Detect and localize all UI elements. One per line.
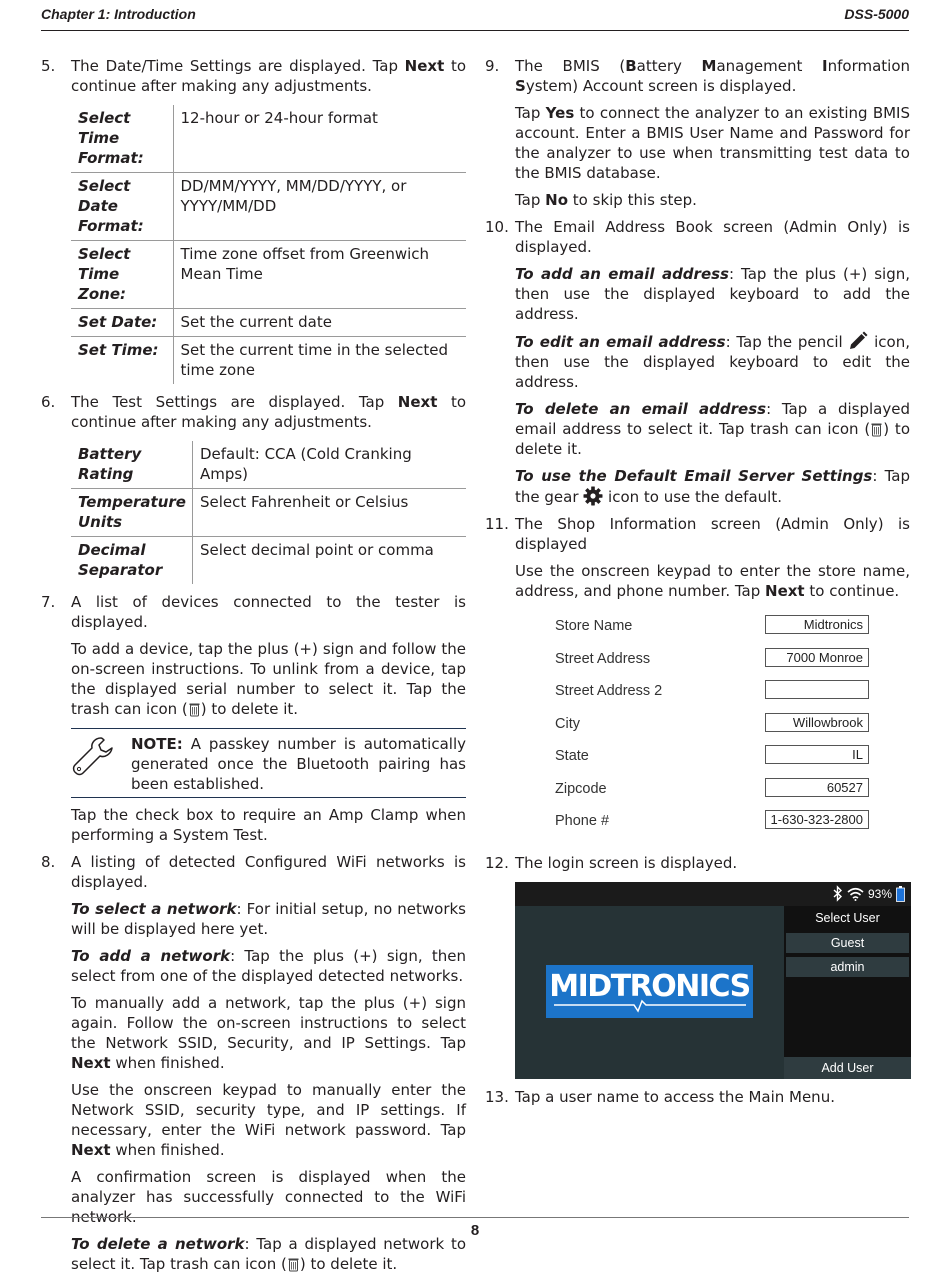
zipcode-field[interactable]: 60527 — [765, 778, 869, 797]
step-9 — [485, 56, 910, 210]
step-number: 6. — [41, 393, 56, 411]
form-row-street-address: Street Address 7000 Monroe — [555, 646, 869, 679]
step-number: 11. — [485, 515, 509, 533]
step-10 — [485, 217, 910, 507]
form-row-zipcode: Zipcode 60527 — [555, 776, 869, 809]
midtronics-logo: MIDTRONICS — [546, 965, 753, 1018]
chapter-title: Chapter 1: Introduction — [41, 6, 196, 22]
step-11 — [485, 514, 910, 841]
status-bar — [515, 882, 911, 906]
step-5 — [41, 56, 466, 384]
table-row: Select Time Format: 12-hour or 24-hour format — [71, 105, 466, 173]
edit-email-text: To edit an email address: Tap the pencil icon, then use the displayed keyboard to edit the address. — [515, 333, 910, 391]
step-number: 9. — [485, 57, 500, 75]
note-text: NOTE: A passkey number is automatically generated once the Bluetooth pairing has been established. — [131, 735, 466, 793]
table-row: Battery Rating Default: CCA (Cold Cranking Amps) — [71, 441, 466, 489]
add-network-text: To add a network: Tap the plus (+) sign, then select from one of the displayed detected networks. — [71, 947, 466, 985]
add-email-text: To add an email address: Tap the plus (+) sign, then use the displayed keyboard to add the address. — [515, 265, 911, 323]
bmis-yes-text: Tap Yes to connect the analyzer to an existing BMIS account. Enter a BMIS User Name and Password for the analyzer to use when transmitting test data to the BMIS database. — [515, 104, 910, 182]
table-row: Select Date Format: DD/MM/YYYY, MM/DD/YYYY, or YYYY/MM/DD — [71, 173, 466, 241]
left-column — [41, 56, 466, 1281]
step-number: 5. — [41, 57, 56, 75]
form-row-phone: Phone # 1-630-323-2800 — [555, 808, 869, 841]
footer-divider — [41, 1217, 909, 1218]
step-number: 13. — [485, 1087, 509, 1106]
step-text: A list of devices connected to the tester is displayed. — [71, 593, 466, 631]
step-text: The BMIS (Battery Management Information System) Account screen is displayed. — [515, 57, 911, 95]
shop-info-form — [555, 613, 869, 841]
step-number: 12. — [485, 853, 509, 872]
shop-info-text: Use the onscreen keypad to enter the store name, address, and phone number. Tap Next to continue. — [515, 562, 910, 600]
pencil-icon — [848, 331, 868, 351]
amp-clamp-text: Tap the check box to require an Amp Clamp when performing a System Test. — [71, 806, 466, 844]
gear-icon — [583, 486, 603, 506]
page-header — [41, 2, 909, 31]
table-row: Select Time Zone: Time zone offset from Greenwich Mean Time — [71, 241, 466, 309]
right-column — [485, 56, 910, 1114]
street-address-field[interactable]: 7000 Monroe — [765, 648, 869, 667]
trash-icon — [189, 702, 200, 717]
table-row: Decimal Separator Select decimal point or comma — [71, 537, 466, 585]
form-row-city: City Willowbrook — [555, 711, 869, 744]
user-panel — [784, 906, 911, 1079]
confirmation-text: A confirmation screen is displayed when the analyzer has successfully connected to the WiFi network. — [71, 1168, 466, 1226]
datetime-settings-table — [71, 105, 466, 384]
step-text: The Shop Information screen (Admin Only) is displayed — [515, 515, 910, 553]
bluetooth-icon — [833, 886, 843, 901]
trash-icon — [871, 422, 882, 437]
wrench-icon — [71, 735, 115, 779]
step-text: The Test Settings are displayed. Tap Next to continue after making any adjustments. — [71, 393, 467, 431]
delete-email-text: To delete an email address: Tap a displayed email address to select it. Tap trash can icon ( ) to delete it. — [515, 400, 910, 458]
table-row: Temperature Units Select Fahrenheit or Celsius — [71, 489, 466, 537]
wifi-icon — [847, 887, 864, 901]
step-13 — [485, 1087, 910, 1107]
manual-add-text: To manually add a network, tap the plus (+) sign again. Follow the on-screen instructions to select the Network SSID, Security, and IP Settings. Tap Next when finished. — [71, 994, 466, 1072]
logo-pulse-line — [554, 1001, 746, 1013]
bmis-no-text: Tap No to skip this step. — [515, 191, 697, 209]
login-screen — [515, 882, 911, 1079]
page-number: 8 — [470, 1222, 480, 1239]
state-field[interactable]: IL — [765, 745, 869, 764]
battery-icon — [896, 886, 905, 902]
default-email-text: To use the Default Email Server Settings: Tap the gear icon to use the default. — [515, 467, 910, 506]
select-network-text: To select a network: For initial setup, no networks will be displayed here yet. — [71, 900, 466, 938]
city-field[interactable]: Willowbrook — [765, 713, 869, 732]
user-item-admin[interactable]: admin — [786, 957, 909, 977]
battery-percent: 93% — [867, 886, 892, 901]
step-text: Tap a user name to access the Main Menu. — [515, 1087, 835, 1106]
step-number: 10. — [485, 218, 509, 236]
form-row-street-address-2: Street Address 2 — [555, 678, 869, 711]
step-text: A listing of detected Configured WiFi networks is displayed. — [71, 853, 466, 891]
step-text: The Date/Time Settings are displayed. Tap Next to continue after making any adjustments. — [71, 57, 467, 95]
step-number: 8. — [41, 853, 56, 871]
add-device-text: To add a device, tap the plus (+) sign and follow the on-screen instructions. To unlink from a device, tap the displayed serial number to select it. Tap the trash can icon ( ) to delete it. — [71, 640, 466, 718]
form-row-store-name: Store Name Midtronics — [555, 613, 869, 646]
phone-field[interactable]: 1-630-323-2800 — [765, 810, 869, 829]
step-text: The Email Address Book screen (Admin Only) is displayed. — [515, 218, 910, 256]
trash-icon — [288, 1257, 299, 1272]
step-6 — [41, 392, 466, 584]
table-row: Set Time: Set the current time in the selected time zone — [71, 337, 466, 385]
step-8 — [41, 852, 466, 1274]
form-row-state: State IL — [555, 743, 869, 776]
product-name: DSS-5000 — [844, 6, 909, 22]
select-user-label: Select User — [815, 910, 880, 925]
step-12 — [485, 853, 910, 1079]
add-user-button[interactable]: Add User — [784, 1057, 911, 1079]
note-box — [71, 728, 466, 798]
step-number: 7. — [41, 593, 56, 611]
keypad-text: Use the onscreen keypad to manually enter the Network SSID, security type, and IP settings. If necessary, enter the WiFi network password. Tap Next when finished. — [71, 1081, 466, 1159]
delete-network-text: To delete a network: Tap a displayed network to select it. Tap trash can icon ( ) to delete it. — [71, 1235, 466, 1273]
step-text: The login screen is displayed. — [515, 853, 738, 872]
step-7 — [41, 592, 466, 845]
test-settings-table — [71, 441, 466, 584]
table-row: Set Date: Set the current date — [71, 309, 466, 337]
street-address-2-field[interactable] — [765, 680, 869, 699]
store-name-field[interactable]: Midtronics — [765, 615, 869, 634]
user-item-guest[interactable]: Guest — [786, 933, 909, 953]
